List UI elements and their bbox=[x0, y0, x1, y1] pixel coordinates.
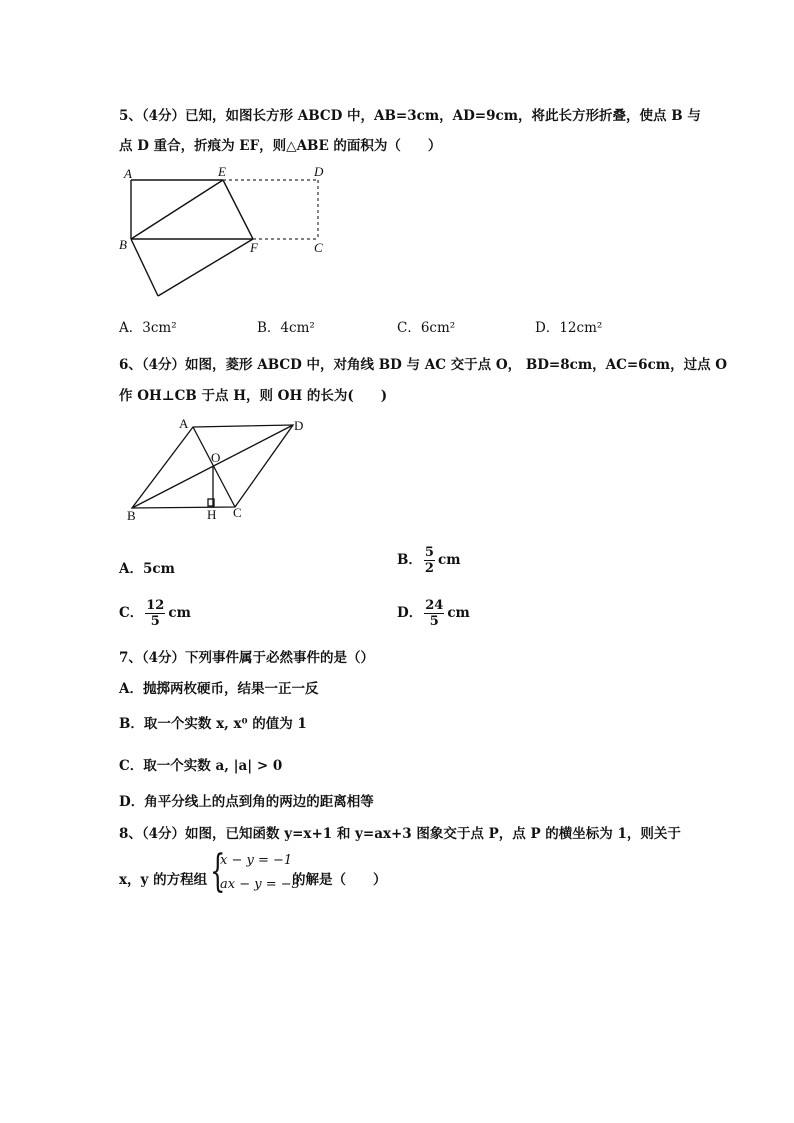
q6-label-c: C bbox=[233, 505, 242, 520]
q6-label-d: D bbox=[294, 418, 304, 433]
q6-label-o: O bbox=[211, 450, 221, 465]
q6-stem-line2: 作 OH⊥CB 于点 H，则 OH 的长为( ) bbox=[119, 388, 388, 404]
q6-rhombus-figure bbox=[0, 0, 794, 530]
q5-label-a: A bbox=[124, 166, 132, 181]
q5-label-c: C bbox=[314, 240, 323, 255]
q6-option-a: A．5cm bbox=[119, 561, 175, 577]
q8-equation-system bbox=[210, 846, 300, 898]
q6-label-h: H bbox=[207, 507, 217, 522]
q5-option-c: C．6cm² bbox=[397, 320, 456, 336]
q5-stem-line1: 5、（4分）已知，如图长方形 ABCD 中，AB=3cm，AD=9cm，将此长方形折叠，使点 B 与 bbox=[119, 108, 701, 124]
q6-stem-line1: 6、（4分）如图，菱形 ABCD 中，对角线 BD 与 AC 交于点 O， BD=8cm，AC=6cm，过点 O bbox=[119, 357, 728, 373]
q5-option-a: A．3cm² bbox=[119, 320, 177, 336]
q5-option-b: B．4cm² bbox=[257, 320, 315, 336]
q5-label-d: D bbox=[314, 164, 324, 179]
q5-option-d: D．12cm² bbox=[535, 320, 603, 336]
q5-label-e: E bbox=[218, 164, 226, 179]
q6-option-c-fraction: $\frac{12}{5}$ bbox=[146, 598, 165, 629]
q6-option-c: C． $\frac{12}{5}$ cm bbox=[119, 598, 191, 629]
q7-option-d: D．角平分线上的点到角的两边的距离相等 bbox=[119, 794, 374, 810]
q8-stem-line1: 8、（4分）如图，已知函数 y=x+1 和 y=ax+3 图象交于点 P，点 P 的横坐标为 1，则关于 bbox=[119, 826, 681, 842]
q7-option-a: A．抛掷两枚硬币，结果一正一反 bbox=[119, 681, 319, 697]
q6-option-b-fraction: $\frac{5}{2}$ bbox=[424, 545, 434, 576]
q6-option-b: B． $\frac{5}{2}$ cm bbox=[397, 545, 461, 576]
q6-label-a: A bbox=[179, 416, 189, 431]
q8-left-brace: { bbox=[210, 846, 226, 897]
q6-option-d: D． $\frac{24}{5}$ cm bbox=[397, 598, 470, 629]
q5-stem-line2: 点 D 重合，折痕为 EF，则△ABE 的面积为（ ） bbox=[119, 138, 442, 154]
q8-equation-2: ax − y = −3 bbox=[220, 877, 300, 892]
q7-option-b: B．取一个实数 x, x⁰ 的值为 1 bbox=[119, 716, 307, 732]
q7-stem: 7、（4分）下列事件属于必然事件的是（） bbox=[119, 650, 375, 666]
q5-label-f: F bbox=[250, 240, 258, 255]
q8-stem-line2-suffix: 的解是（ ） bbox=[292, 872, 387, 888]
q5-label-b: B bbox=[119, 237, 127, 252]
q6-label-b: B bbox=[127, 508, 136, 523]
q8-stem-line2-prefix: x，y 的方程组 bbox=[119, 872, 208, 888]
q8-equation-1: x − y = −1 bbox=[220, 853, 293, 868]
q7-option-c: C．取一个实数 a, |a| > 0 bbox=[119, 758, 283, 774]
q6-option-d-fraction: $\frac{24}{5}$ bbox=[425, 598, 444, 629]
